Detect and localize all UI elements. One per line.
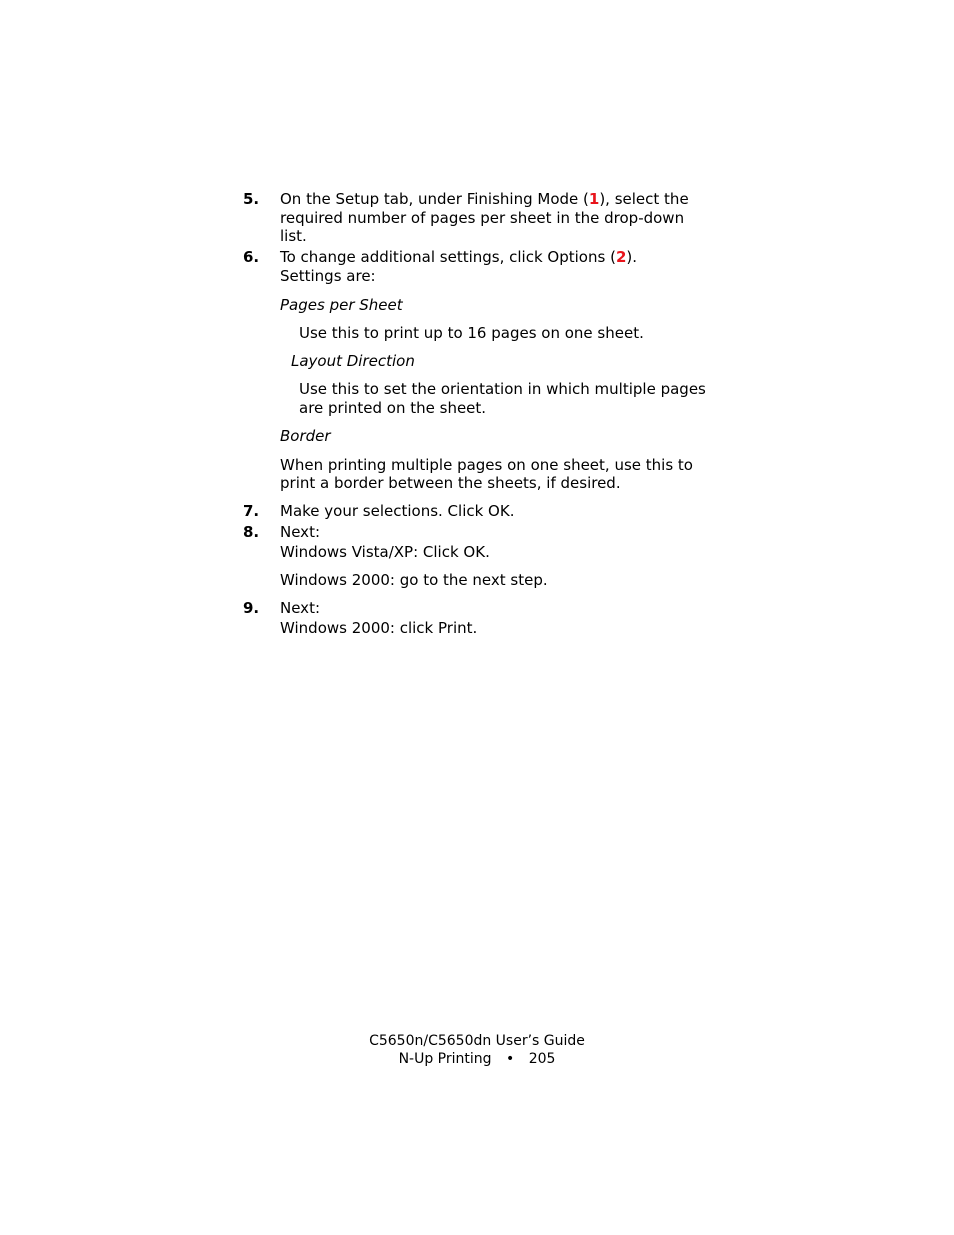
footer-section-line <box>0 1051 954 1069</box>
step-text: Next: <box>280 523 320 541</box>
step-text: list. <box>280 227 307 245</box>
step-7 <box>243 502 743 521</box>
step-text: Windows Vista/XP: Click OK. <box>280 543 490 561</box>
step-text: Next: <box>280 599 320 617</box>
page-content <box>243 190 743 638</box>
setting-description: Use this to set the orientation in which multiple pages <box>299 380 706 398</box>
step-8 <box>243 523 743 590</box>
setting-title: Layout Direction <box>291 352 415 370</box>
page-footer <box>0 1033 954 1068</box>
setting-description: Use this to print up to 16 pages on one sheet. <box>299 324 644 342</box>
step-text: Windows 2000: click Print. <box>280 619 478 637</box>
step-text: Windows 2000: go to the next step. <box>280 571 548 589</box>
bullet-separator: • <box>505 1050 515 1067</box>
setting-title: Pages per Sheet <box>280 295 403 314</box>
step-text: To change additional settings, click Options (2). <box>280 247 637 266</box>
step-9 <box>243 599 743 638</box>
step-text: Settings are: <box>280 267 376 285</box>
step-number: 5. <box>243 190 260 208</box>
step-text: required number of pages per sheet in the drop-down <box>280 208 685 227</box>
callout-number: 2 <box>615 247 627 266</box>
setting-description: When printing multiple pages on one sheet, use this to <box>280 455 693 474</box>
step-text: On the Setup tab, under Finishing Mode (1), select the <box>280 190 689 208</box>
setting-title: Border <box>280 426 331 445</box>
step-number: 9. <box>243 599 260 617</box>
step-number: 8. <box>243 523 260 541</box>
step-5 <box>243 190 743 246</box>
step-number: 6. <box>243 247 260 266</box>
setting-description: print a border between the sheets, if desired. <box>280 474 621 492</box>
step-text: Make your selections. Click OK. <box>280 502 515 520</box>
step-number: 7. <box>243 502 260 520</box>
page-number: 205 <box>528 1050 556 1067</box>
callout-number: 1 <box>588 190 600 208</box>
step-6 <box>243 248 743 493</box>
section-name: N-Up Printing <box>398 1050 492 1067</box>
guide-title: C5650n/C5650dn User’s Guide <box>369 1033 585 1049</box>
setting-description: are printed on the sheet. <box>299 398 487 417</box>
